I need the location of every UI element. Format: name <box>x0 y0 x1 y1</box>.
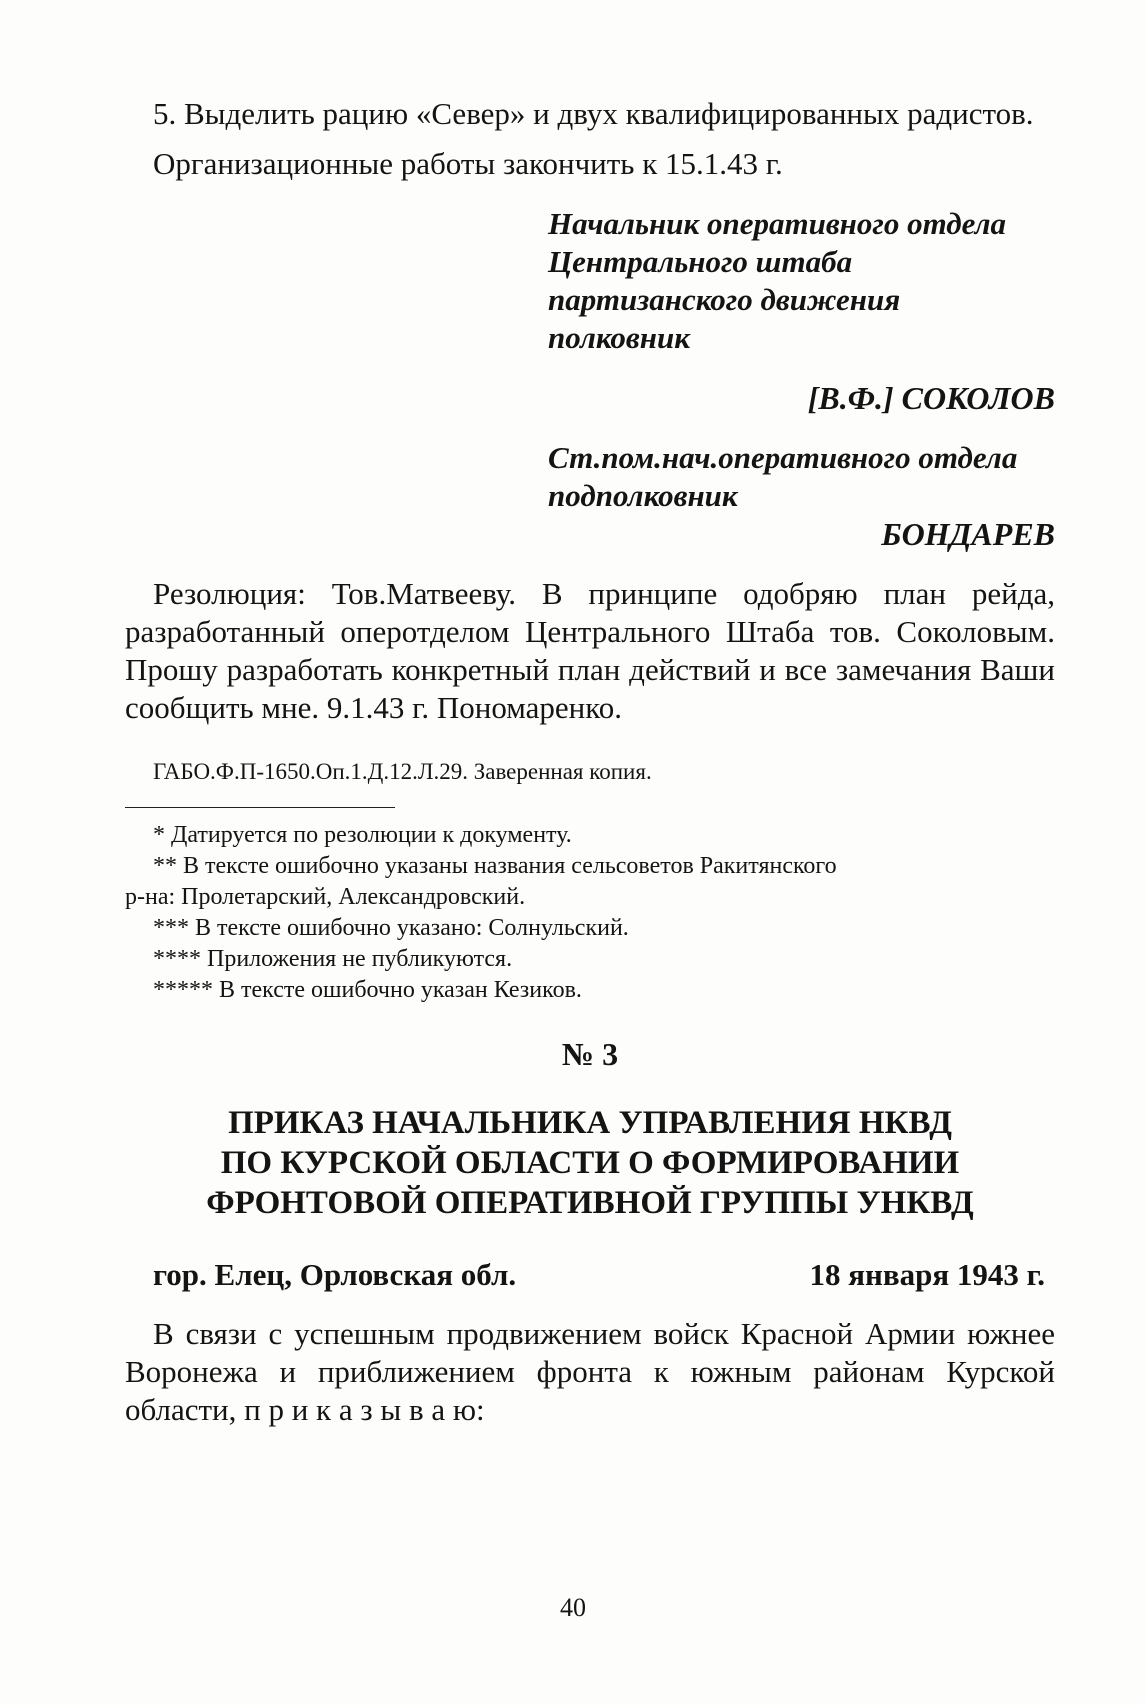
resolution: Резолюция: Тов.Матвееву. В принципе одобряю план рейда, разработанный оперотделом Центрального Штаба тов. Соколовым. Прошу разработать конкретный план действий и все замечания Ваши сообщить мне. 9.1.43 г. Пономаренко. <box>125 576 1055 725</box>
signature-block-2 <box>548 439 1055 515</box>
signature-2-name: БОНДАРЕВ <box>881 516 1055 552</box>
archive-source: ГАБО.Ф.П-1650.Оп.1.Д.12.Л.29. Заверенная копия. <box>153 759 652 784</box>
signature-1-line-2: Центрального штаба <box>548 244 853 279</box>
signature-1-line-4: полковник <box>548 320 690 355</box>
page-content <box>125 95 1055 1429</box>
document-title-line-3: ФРОНТОВОЙ ОПЕРАТИВНОЙ ГРУППЫ УНКВД <box>206 1185 974 1221</box>
document-title <box>125 1103 1055 1223</box>
footnote-2-continued: р-на: Пролетарский, Александровский. <box>125 884 526 910</box>
page-number: 40 <box>560 1593 586 1622</box>
item-5: 5. Выделить рацию «Север» и двух квалифицированных радистов. <box>153 96 1034 131</box>
signature-2-line-2: подполковник <box>548 478 738 513</box>
footnote-2: ** В тексте ошибочно указаны названия сельсоветов Ракитянского <box>153 853 837 879</box>
signature-2-line-1: Ст.пом.нач.оперативного отдела <box>548 440 1018 475</box>
footnote-1: * Датируется по резолюции к документу. <box>153 822 572 848</box>
organization-deadline: Организационные работы закончить к 15.1.43 г. <box>153 146 783 181</box>
document-number: № 3 <box>561 1036 619 1072</box>
signature-1-name: [В.Ф.] СОКОЛОВ <box>807 380 1055 416</box>
signature-block-1 <box>548 205 1055 357</box>
document-title-line-1: ПРИКАЗ НАЧАЛЬНИКА УПРАВЛЕНИЯ НКВД <box>228 1105 952 1141</box>
document-title-line-2: ПО КУРСКОЙ ОБЛАСТИ О ФОРМИРОВАНИИ <box>220 1145 960 1181</box>
footnote-4: **** Приложения не публикуются. <box>153 946 513 972</box>
order-intro: В связи с успешным продвижением войск Красной Армии южнее Воронежа и приближением фронта к южным районам Курской области, п р и к а з ы в а ю: <box>125 1316 1055 1427</box>
document-place: гор. Елец, Орловская обл. <box>153 1257 517 1292</box>
signature-1-line-1: Начальник оперативного отдела <box>548 206 1007 241</box>
footnote-3: *** В тексте ошибочно указано: Солнульский. <box>153 915 629 941</box>
footnote-5: ***** В тексте ошибочно указан Кезиков. <box>153 977 582 1003</box>
document-date: 18 января 1943 г. <box>809 1257 1045 1292</box>
place-date-line <box>125 1257 1055 1293</box>
signature-1-line-3: партизанского движения <box>548 282 901 317</box>
footnote-divider <box>125 807 395 808</box>
